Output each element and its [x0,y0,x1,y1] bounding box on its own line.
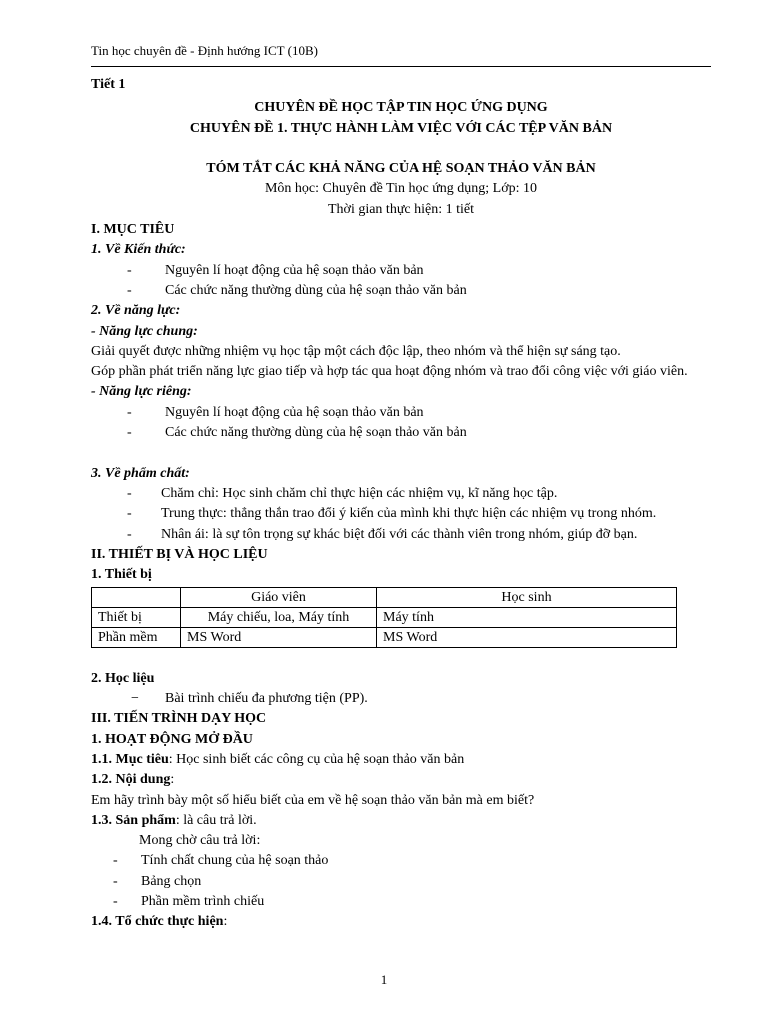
paragraph: Em hãy trình bày một số hiểu biết của em về hệ soạn thảo văn bản mà em biết? [91,792,535,808]
materials-heading: 2. Học liệu [91,670,155,686]
section-equipment: II. THIẾT BỊ VÀ HỌC LIỆU [91,546,268,562]
table-cell: Thiết bị [92,608,181,628]
document-body [91,75,711,933]
table-cell: MS Word [181,628,377,648]
list-item: - Các chức năng thường dùng của hệ soạn thảo văn bản [127,425,467,441]
list-item: - Tính chất chung của hệ soạn thảo [113,853,329,869]
table-cell: Máy tính [377,608,677,628]
topic-title: CHUYÊN ĐỀ HỌC TẬP TIN HỌC ỨNG DỤNG [254,100,548,116]
header-rule [91,66,711,67]
table-cell [92,588,181,608]
specific-competency-heading: - Năng lực riêng: [91,384,192,400]
competency-heading: 2. Về năng lực: [91,303,181,319]
table-cell: Phần mềm [92,628,181,648]
organize-line: 1.4. Tổ chức thực hiện: [91,914,228,930]
lesson-label: Tiết 1 [91,77,126,92]
list-item: - Bảng chọn [113,873,202,889]
table-header-row [92,588,677,608]
quality-heading: 3. Về phẩm chất: [91,465,190,481]
product-line: 1.3. Sản phẩm: là câu trả lời. [91,812,257,828]
table-cell: Máy chiếu, loa, Máy tính [181,608,377,628]
goal-line: 1.1. Mục tiêu: Học sinh biết các công cụ của hệ soạn thảo văn bản [91,751,465,767]
expected-answer: Mong chờ câu trả lời: [139,833,261,849]
list-item: - Phần mềm trình chiếu [113,893,265,909]
topic-subtitle: CHUYÊN ĐỀ 1. THỰC HÀNH LÀM VIỆC VỚI CÁC TỆP VĂN BẢN [189,120,613,136]
list-item: − Bài trình chiếu đa phương tiện (PP). [131,691,368,707]
table-cell: Giáo viên [181,588,377,608]
content-line: 1.2. Nội dung: [91,772,175,788]
section-objectives: I. MỤC TIÊU [91,222,175,238]
knowledge-heading: 1. Về Kiến thức: [91,242,186,258]
table-row [92,628,677,648]
table-cell: MS Word [377,628,677,648]
equipment-table [91,587,677,648]
list-item: - Chăm chỉ: Học sinh chăm chỉ thực hiện các nhiệm vụ, kĩ năng học tập. [127,485,558,501]
equipment-heading: 1. Thiết bị [91,567,152,583]
running-header: Tin học chuyên đề - Định hướng ICT (10B) [91,43,318,58]
paragraph: Góp phần phát triển năng lực giao tiếp và hợp tác qua hoạt động nhóm và trao đổi công việc với giáo viên. [91,364,688,380]
page-number: 1 [380,972,388,987]
table-row [92,608,677,628]
general-competency-heading: - Năng lực chung: [91,323,198,339]
list-item: - Trung thực: thẳng thắn trao đổi ý kiến của mình khi thực hiện các nhiệm vụ trong nhóm. [127,506,657,522]
table-cell: Học sinh [377,588,677,608]
time-line: Thời gian thực hiện: 1 tiết [327,201,474,217]
list-item: - Các chức năng thường dùng của hệ soạn thảo văn bản [127,282,467,298]
list-item: - Nhân ái: là sự tôn trọng sự khác biệt đối với các thành viên trong nhóm, giúp đỡ bạn. [127,526,638,542]
list-item: - Nguyên lí hoạt động của hệ soạn thảo văn bản [127,404,424,420]
subject-line: Môn học: Chuyên đề Tin học ứng dụng; Lớp: 10 [264,181,538,197]
section-process: III. TIẾN TRÌNH DẠY HỌC [91,711,267,727]
activity-heading: 1. HOẠT ĐỘNG MỞ ĐẦU [91,731,253,747]
lesson-title: TÓM TẮT CÁC KHẢ NĂNG CỦA HỆ SOẠN THẢO VĂN BẢN [206,161,596,177]
list-item: - Nguyên lí hoạt động của hệ soạn thảo văn bản [127,262,424,278]
paragraph: Giải quyết được những nhiệm vụ học tập một cách độc lập, theo nhóm và thể hiện sự sáng tạo. [91,343,621,359]
